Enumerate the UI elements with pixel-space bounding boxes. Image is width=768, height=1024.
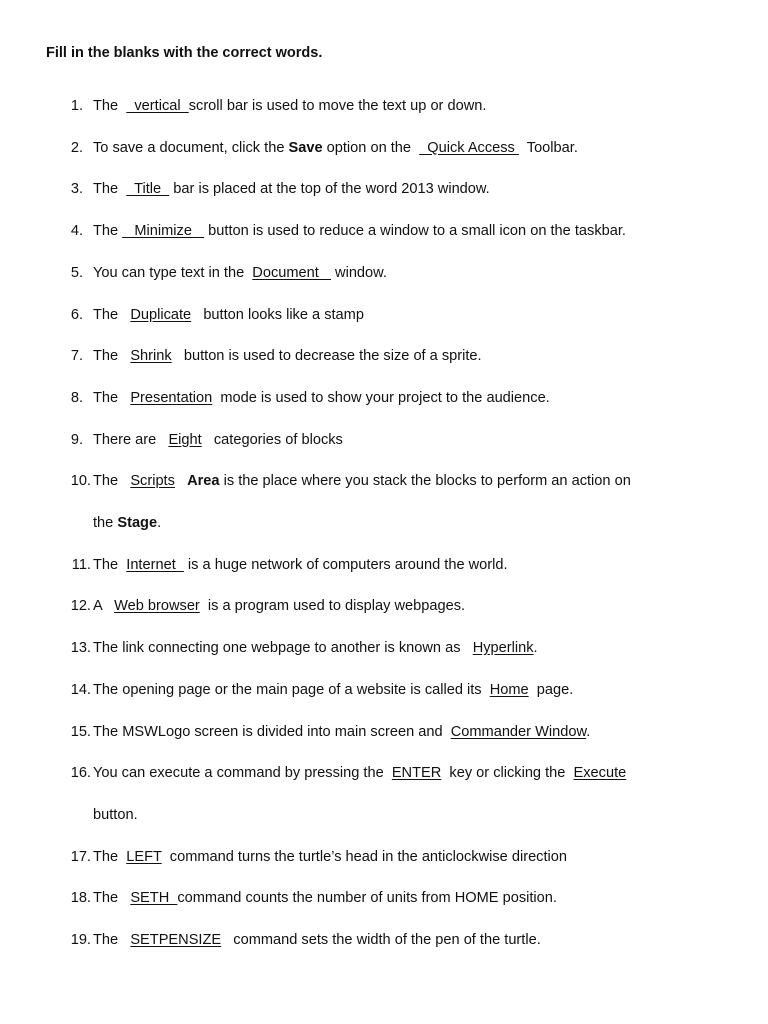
- question-fragment: page.: [528, 681, 574, 698]
- question-text: [93, 930, 541, 950]
- answer-blank: Document: [252, 264, 331, 281]
- answer-blank: Eight: [168, 431, 202, 448]
- answer-blank: Title: [126, 181, 170, 198]
- question-number: 16.: [70, 765, 91, 782]
- question-number: 13.: [70, 640, 91, 657]
- question-item: [0, 847, 768, 867]
- answer-blank: Quick Access: [419, 139, 519, 156]
- question-fragment: You can type text in the: [93, 264, 253, 281]
- question-fragment: The: [93, 181, 127, 198]
- question-number: 1.: [70, 98, 83, 114]
- question-item: [0, 221, 768, 241]
- question-fragment: key or clicking the: [441, 765, 574, 782]
- question-continuation: [0, 513, 768, 533]
- bold-term: Save: [288, 139, 323, 156]
- question-number: 19.: [70, 932, 91, 948]
- question-item: [0, 346, 768, 366]
- question-item: [0, 680, 768, 700]
- question-text: [93, 430, 343, 450]
- question-fragment: is the place where you stack the blocks to perform an action on: [219, 473, 631, 490]
- question-item: [0, 96, 768, 116]
- question-item: [0, 430, 768, 450]
- question-number: 18.: [70, 890, 91, 907]
- question-text: [93, 596, 465, 616]
- answer-blank: Scripts: [130, 473, 175, 490]
- question-fragment: You can execute a command by pressing the: [93, 765, 392, 782]
- question-number: 3.: [70, 181, 83, 198]
- question-item: [0, 930, 768, 950]
- answer-blank: Execute: [573, 765, 627, 782]
- question-fragment: .: [157, 515, 162, 531]
- question-fragment: The: [93, 389, 131, 406]
- answer-blank: Shrink: [130, 348, 172, 365]
- question-fragment: button looks like a stamp: [191, 306, 364, 323]
- question-text: [93, 805, 138, 825]
- question-fragment: is a huge network of computers around the world.: [183, 556, 508, 573]
- question-item: [0, 555, 768, 575]
- question-item: [0, 722, 768, 742]
- question-text: [93, 513, 161, 533]
- question-number: 8.: [70, 389, 83, 406]
- question-text: [93, 388, 550, 408]
- question-text: [93, 305, 364, 325]
- question-text: [93, 680, 573, 700]
- question-fragment: command counts the number of units from HOME position.: [177, 890, 557, 907]
- question-text: [93, 346, 482, 366]
- question-fragment: the: [93, 515, 118, 531]
- answer-blank: Hyperlink: [472, 640, 534, 657]
- question-number: 11.: [71, 556, 91, 573]
- answer-blank: Minimize: [122, 223, 205, 240]
- question-number: 14.: [70, 681, 91, 698]
- question-fragment: bar is placed at the top of the word 2013 window.: [169, 181, 490, 198]
- question-fragment: The: [93, 932, 131, 948]
- question-text: [93, 847, 567, 867]
- question-fragment: The: [93, 223, 123, 240]
- question-fragment: command turns the turtle’s head in the anticlockwise direction: [161, 848, 568, 865]
- question-fragment: option on the: [322, 139, 420, 156]
- answer-blank: Duplicate: [130, 306, 192, 323]
- answer-blank: SETH: [130, 890, 178, 907]
- question-fragment: mode is used to show your project to the audience.: [212, 389, 550, 406]
- question-fragment: There are: [93, 431, 169, 448]
- question-fragment: Toolbar.: [518, 139, 578, 156]
- question-item: [0, 138, 768, 158]
- question-fragment: The: [93, 848, 127, 865]
- question-number: 15.: [70, 723, 91, 740]
- question-number: 17.: [70, 848, 91, 865]
- question-text: [93, 555, 508, 575]
- question-number: 9.: [70, 431, 83, 448]
- question-item: [0, 263, 768, 283]
- question-text: [93, 263, 387, 283]
- question-text: [93, 96, 486, 116]
- answer-blank: Presentation: [130, 389, 213, 406]
- question-item: [0, 596, 768, 616]
- question-fragment: is a program used to display webpages.: [199, 598, 466, 615]
- question-item: [0, 888, 768, 908]
- answer-blank: vertical: [126, 98, 189, 114]
- question-fragment: The: [93, 556, 127, 573]
- answer-blank: Home: [489, 681, 529, 698]
- question-item: [0, 388, 768, 408]
- question-text: [93, 138, 578, 158]
- question-number: 4.: [70, 223, 83, 240]
- question-fragment: .: [533, 640, 538, 657]
- question-fragment: button is used to decrease the size of a sprite.: [171, 348, 482, 365]
- question-text: [93, 471, 631, 491]
- answer-blank: Commander Window: [450, 723, 587, 740]
- question-text: [93, 722, 590, 742]
- question-fragment: To save a document, click the: [93, 139, 289, 156]
- worksheet-heading: Fill in the blanks with the correct words.: [46, 45, 323, 61]
- question-fragment: .: [586, 723, 591, 740]
- question-fragment: The MSWLogo screen is divided into main screen and: [93, 723, 451, 740]
- question-text: [93, 763, 626, 783]
- question-fragment: A: [93, 598, 115, 615]
- question-item: [0, 305, 768, 325]
- bold-term: Stage: [117, 515, 158, 531]
- question-number: 6.: [70, 306, 83, 323]
- question-number: 10.: [70, 473, 91, 490]
- answer-blank: LEFT: [126, 848, 162, 865]
- bold-term: Area: [187, 473, 220, 490]
- question-number: 2.: [70, 139, 83, 156]
- question-item: [0, 763, 768, 783]
- question-number: 7.: [70, 348, 83, 365]
- question-continuation: [0, 805, 768, 825]
- question-item: [0, 638, 768, 658]
- question-fragment: command sets the width of the pen of the turtle.: [221, 932, 541, 948]
- question-fragment: The: [93, 306, 131, 323]
- answer-blank: SETPENSIZE: [130, 932, 222, 948]
- answer-blank: ENTER: [391, 765, 442, 782]
- answer-blank: Internet: [126, 556, 184, 573]
- question-item: [0, 471, 768, 491]
- question-fragment: The opening page or the main page of a website is called its: [93, 681, 490, 698]
- question-fragment: categories of blocks: [201, 431, 343, 448]
- question-number: 12.: [70, 598, 91, 615]
- question-fragment: [175, 473, 187, 489]
- question-text: [93, 888, 557, 908]
- question-fragment: The link connecting one webpage to another is known as: [93, 640, 473, 657]
- question-fragment: scroll bar is used to move the text up or down.: [188, 98, 487, 114]
- question-fragment: The: [93, 890, 131, 907]
- question-item: [0, 179, 768, 199]
- question-number: 5.: [70, 264, 83, 281]
- answer-blank: Web browser: [114, 598, 200, 615]
- question-fragment: The: [93, 473, 131, 490]
- question-text: [93, 638, 538, 658]
- question-text: [93, 179, 490, 199]
- question-fragment: window.: [330, 264, 387, 281]
- question-fragment: The: [93, 348, 131, 365]
- question-fragment: The: [93, 98, 127, 114]
- question-fragment: button.: [93, 806, 138, 823]
- question-text: [93, 221, 626, 241]
- question-fragment: button is used to reduce a window to a small icon on the taskbar.: [204, 223, 626, 240]
